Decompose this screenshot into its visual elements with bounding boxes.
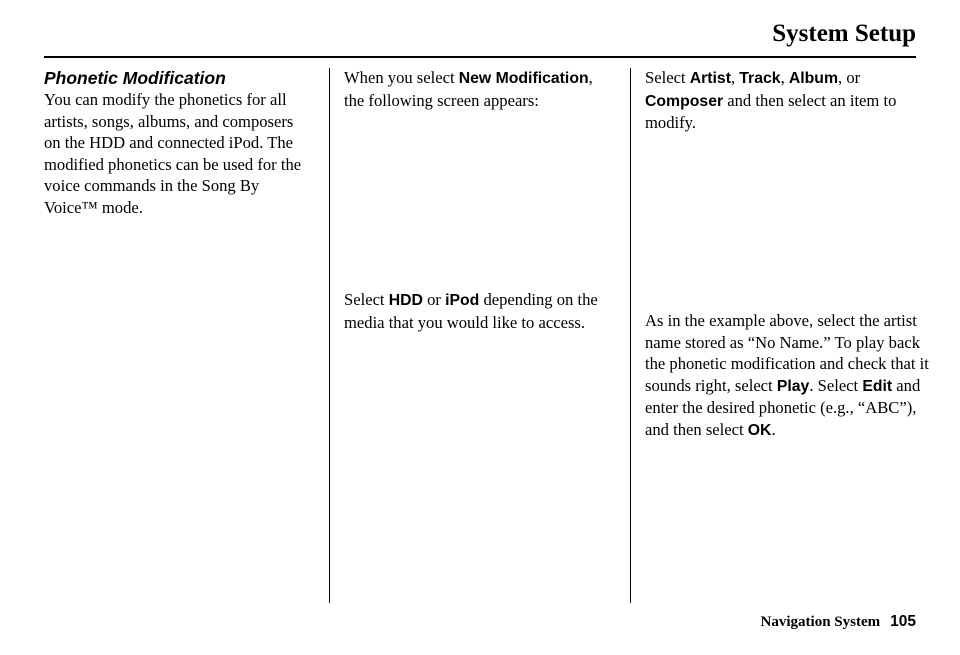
text-fragment: Select bbox=[645, 68, 690, 87]
album-label: Album bbox=[788, 70, 839, 87]
text-fragment: , or bbox=[838, 68, 861, 87]
column-divider-1 bbox=[329, 68, 330, 603]
edit-label: Edit bbox=[862, 377, 893, 395]
header-divider bbox=[44, 56, 916, 58]
track-label: Track bbox=[739, 70, 781, 87]
column-divider-2 bbox=[630, 68, 631, 603]
ok-label: OK bbox=[747, 421, 772, 439]
column-3 bbox=[645, 67, 923, 134]
artist-label: Artist bbox=[689, 70, 731, 87]
intro-paragraph: You can modify the phonetics for all artists, songs, albums, and composers on the HDD and connected iPod. The modified phonetics can be used for the voice commands in the Song By Voice™ mode. bbox=[44, 90, 302, 217]
text-fragment: and enter the desired phonetic (e.g., “ABC”), and then select bbox=[645, 375, 921, 439]
text-fragment: . Select bbox=[809, 375, 863, 395]
media-select-paragraph bbox=[344, 289, 619, 333]
section-heading: Phonetic Modification bbox=[44, 68, 226, 88]
play-label: Play bbox=[776, 377, 810, 395]
column-2 bbox=[344, 67, 614, 111]
category-select-paragraph bbox=[645, 67, 923, 134]
text-fragment: and then select an item to modify. bbox=[645, 90, 897, 132]
text-fragment: , bbox=[730, 68, 740, 87]
composer-label: Composer bbox=[645, 92, 724, 110]
edit-instructions-paragraph bbox=[645, 310, 930, 441]
page-number: 105 bbox=[890, 613, 916, 630]
text-fragment: . bbox=[771, 419, 776, 439]
text-fragment: Select bbox=[344, 290, 389, 309]
hdd-label: HDD bbox=[388, 292, 423, 309]
text-fragment: , the following screen appears: bbox=[344, 68, 593, 110]
new-modification-label: New Modification bbox=[458, 70, 589, 87]
text-fragment: depending on the media that you would like to access. bbox=[344, 290, 598, 332]
footer-label: Navigation System bbox=[760, 614, 881, 630]
page-footer bbox=[761, 613, 916, 631]
text-fragment: When you select bbox=[344, 68, 459, 87]
text-fragment: As in the example above, select the artist name stored as “No Name.” To play back the phonetic modification and check that it sounds right, select bbox=[645, 311, 929, 395]
page-title: System Setup bbox=[772, 20, 916, 47]
ipod-label: iPod bbox=[445, 292, 480, 309]
text-fragment: , bbox=[780, 68, 789, 87]
text-fragment: or bbox=[422, 290, 446, 309]
new-modification-paragraph bbox=[344, 67, 614, 111]
column-1 bbox=[44, 67, 306, 218]
